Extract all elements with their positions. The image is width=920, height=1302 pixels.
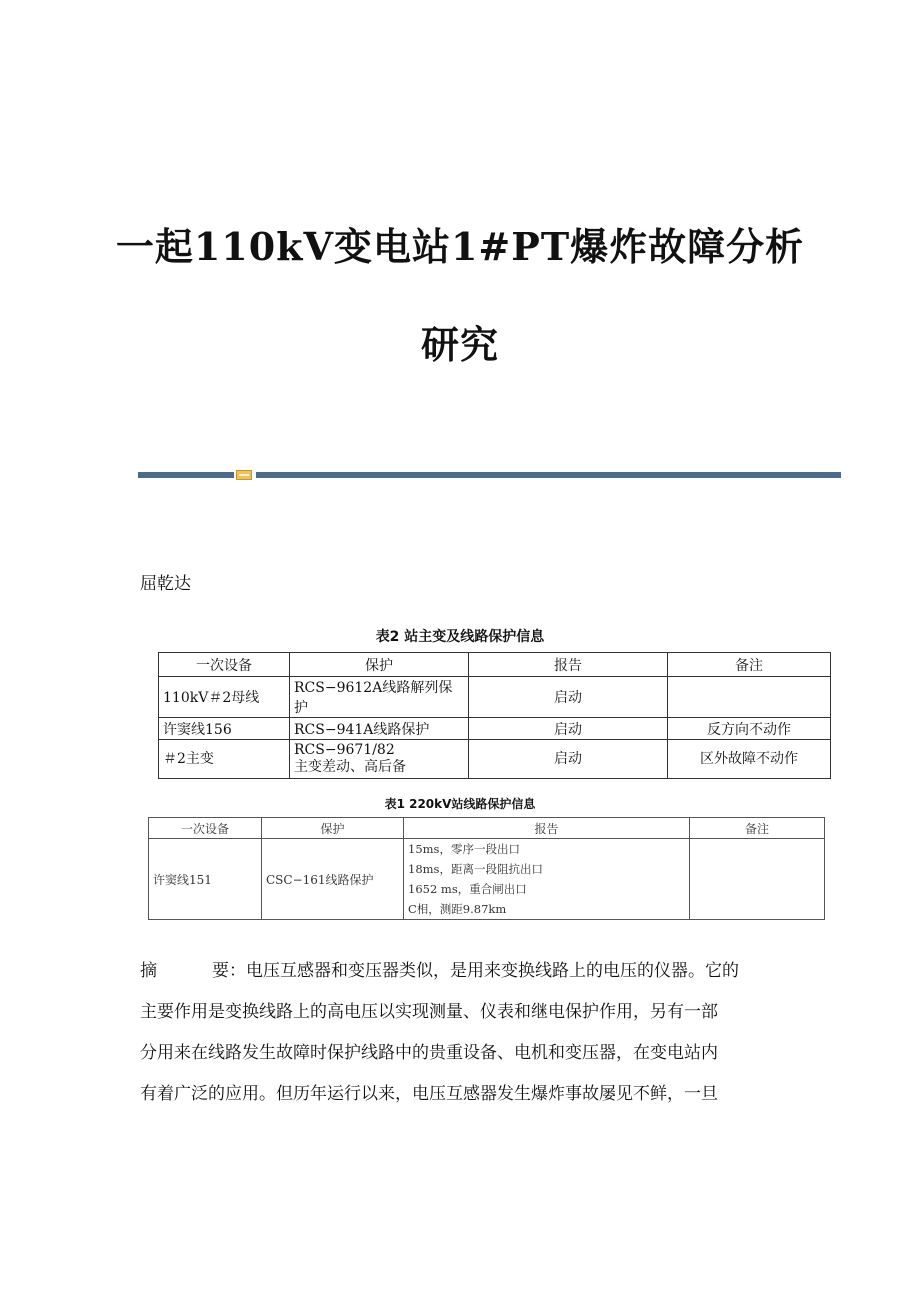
table-cell: 许窦线151 [149, 839, 262, 920]
table-cell: CSC−161线路保护 [262, 839, 404, 920]
table-row [149, 839, 825, 920]
divider-emblem-icon [236, 470, 252, 480]
column-header: 报告 [404, 818, 690, 839]
column-header: 备注 [690, 818, 825, 839]
cell-line: 主变差动、高后备 [294, 759, 406, 775]
cell-line: RCS−9671/82 [294, 742, 395, 758]
table-cell: ＃2主变 [159, 740, 290, 779]
document-title-line1: 一起110kV变电站1#PT爆炸故障分析 [115, 224, 805, 269]
table-header-row [149, 818, 825, 839]
document-title-line2: 研究 [420, 322, 499, 367]
table2 [158, 652, 831, 779]
table-cell [668, 677, 831, 718]
table-cell [404, 839, 690, 920]
table-cell: 启动 [469, 718, 668, 740]
title-divider [138, 470, 841, 480]
table-cell: RCS−9612A线路解列保护 [290, 677, 469, 718]
table1-caption: 表1 220kV站线路保护信息 [384, 797, 536, 811]
column-header: 报告 [469, 653, 668, 677]
report-line: 1652 ms，重合闸出口 [408, 882, 527, 896]
column-header: 保护 [290, 653, 469, 677]
abstract [140, 951, 780, 1115]
table-cell: 启动 [469, 677, 668, 718]
table-cell: 110kV＃2母线 [159, 677, 290, 718]
column-header: 一次设备 [149, 818, 262, 839]
abstract-line: 有着广泛的应用。但历年运行以来，电压互感器发生爆炸事故屡见不鲜，一旦 [140, 1084, 718, 1104]
table-cell: 反方向不动作 [668, 718, 831, 740]
abstract-line: 摘 要： 电压互感器和变压器类似，是用来变换线路上的电压的仪器。它的 [140, 951, 780, 992]
table-row [159, 677, 831, 718]
column-header: 一次设备 [159, 653, 290, 677]
author-name: 屈乾达 [140, 574, 191, 594]
table-cell: RCS−941A线路保护 [290, 718, 469, 740]
table-cell [290, 740, 469, 779]
table-row [159, 740, 831, 779]
table-cell [690, 839, 825, 920]
abstract-line: 主要作用是变换线路上的高电压以实现测量、仪表和继电保护作用，另有一部 [140, 1002, 718, 1022]
report-line: 15ms，零序一段出口 [408, 842, 520, 856]
column-header: 保护 [262, 818, 404, 839]
table-cell: 启动 [469, 740, 668, 779]
abstract-label: 摘 要： [140, 961, 246, 981]
table2-caption: 表2 站主变及线路保护信息 [375, 629, 545, 645]
abstract-line: 分用来在线路发生故障时保护线路中的贵重设备、电机和变压器，在变电站内 [140, 1043, 718, 1063]
report-line: 18ms，距离一段阻抗出口 [408, 862, 543, 876]
table-cell: 区外故障不动作 [668, 740, 831, 779]
report-line: C相，测距9.87km [408, 902, 507, 916]
table-cell: 许窦线156 [159, 718, 290, 740]
table-header-row [159, 653, 831, 677]
column-header: 备注 [668, 653, 831, 677]
table-row [159, 718, 831, 740]
table1 [148, 817, 825, 920]
